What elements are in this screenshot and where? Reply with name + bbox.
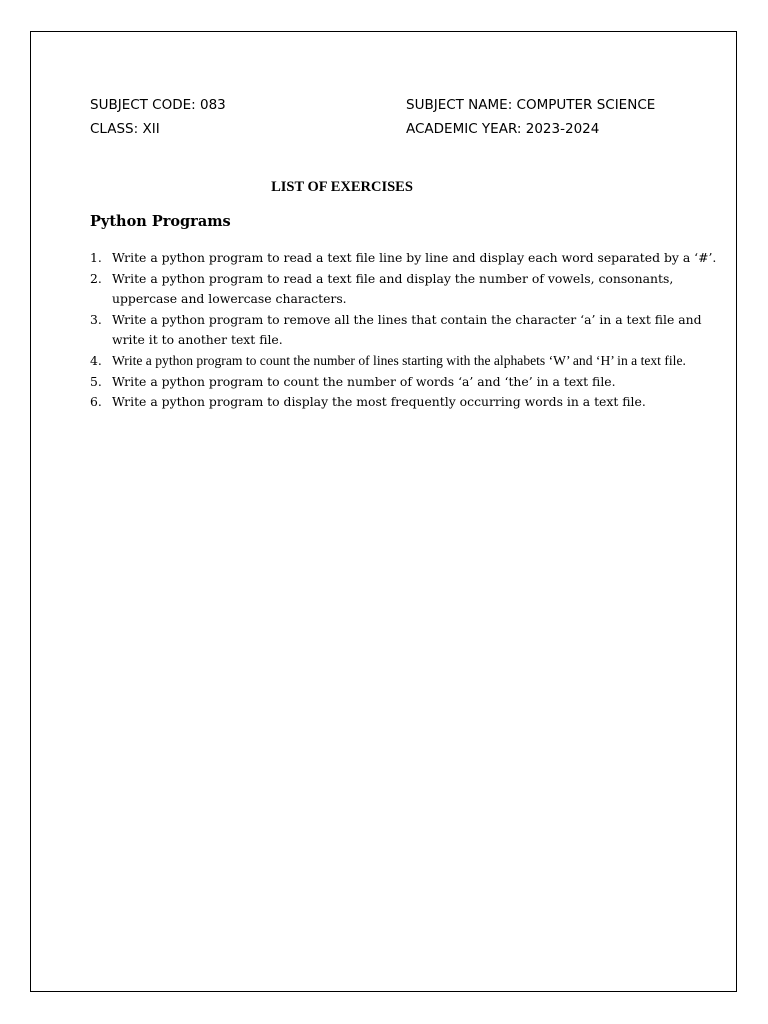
list-item	[90, 392, 722, 413]
list-item-number: 3.	[90, 311, 102, 327]
exercise-list	[90, 248, 722, 413]
list-item	[90, 372, 722, 393]
section-heading: Python Programs	[90, 213, 231, 230]
list-item-text: Write a python program to count the number of lines starting with the alphabets ‘W’ and ‘H’ in a text file.	[112, 352, 686, 368]
list-item-text: Write a python program to count the number of words ‘a’ and ‘the’ in a text file.	[112, 373, 616, 389]
list-item-text: Write a python program to read a text file and display the number of vowels, consonants, uppercase and lowercase characters.	[112, 270, 674, 307]
list-item-text: Write a python program to display the most frequently occurring words in a text file.	[112, 394, 646, 410]
list-item	[90, 248, 722, 269]
list-item-number: 2.	[90, 270, 102, 286]
list-item	[90, 269, 722, 310]
subject-code: SUBJECT CODE: 083	[90, 97, 226, 113]
list-item-number: 5.	[90, 373, 102, 389]
class-label: CLASS: XII	[90, 121, 160, 137]
subject-name: SUBJECT NAME: COMPUTER SCIENCE	[406, 97, 656, 113]
academic-year: ACADEMIC YEAR: 2023-2024	[406, 121, 600, 137]
header-row-2	[90, 117, 710, 141]
list-item-number: 4.	[90, 352, 102, 368]
document-header	[90, 93, 710, 141]
list-item-number: 1.	[90, 250, 102, 265]
list-item-number: 6.	[90, 394, 102, 410]
page-title: LIST OF EXERCISES	[271, 179, 413, 195]
list-item	[90, 310, 722, 351]
list-item	[90, 351, 722, 372]
list-item-text: Write a python program to remove all the lines that contain the character ‘a’ in a text file and write it to another text file.	[112, 311, 702, 348]
page-border	[30, 31, 737, 992]
list-item-text: Write a python program to read a text file line by line and display each word separated by a ‘#’.	[112, 250, 717, 265]
header-row-1	[90, 93, 710, 117]
